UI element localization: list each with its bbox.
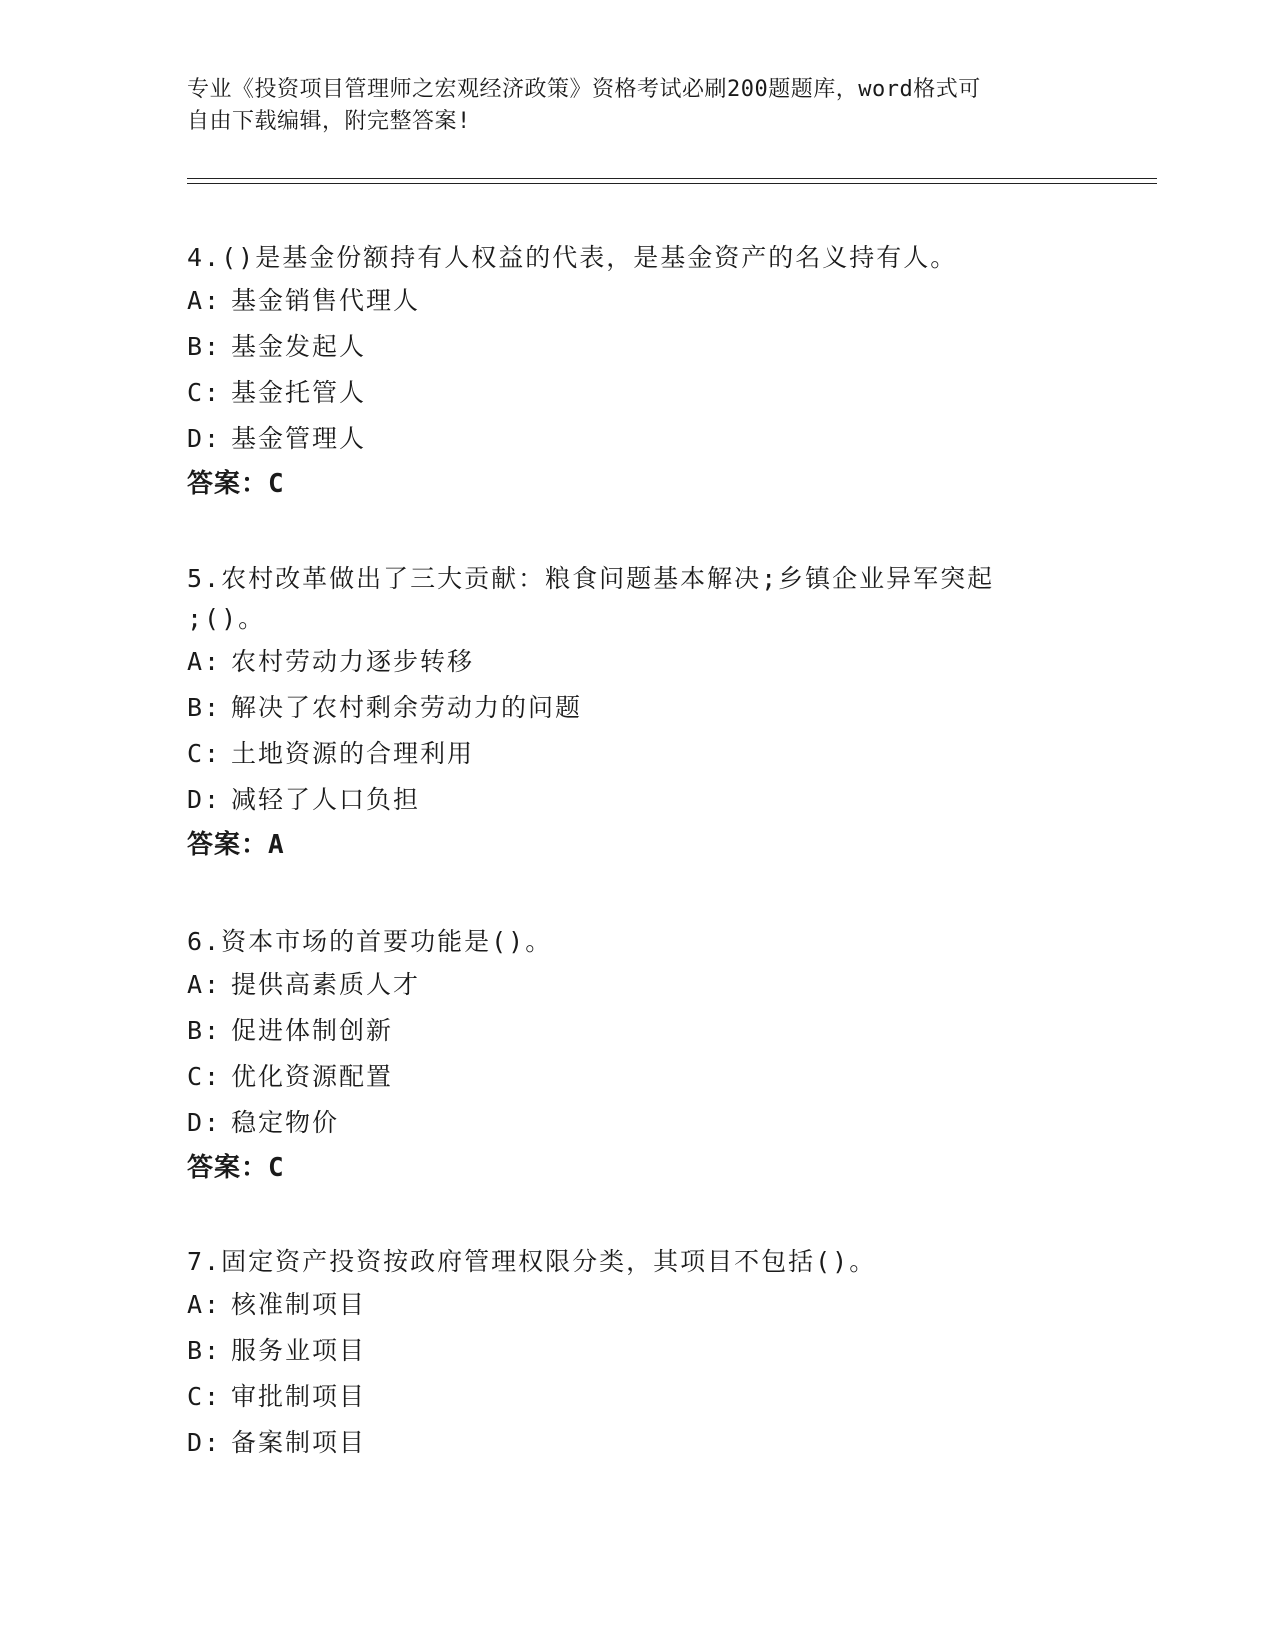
option-key: A: [187, 647, 222, 676]
option-c [187, 1054, 1087, 1100]
option-b [187, 685, 1087, 731]
option-key: C: [187, 739, 222, 768]
option-key: D: [187, 1108, 222, 1137]
option-key: D: [187, 424, 222, 453]
option-b [187, 1328, 1087, 1374]
option-text: 提供高素质人才 [231, 970, 421, 999]
question-5 [187, 559, 1087, 867]
option-key: B: [187, 332, 222, 361]
header-line-2: 自由下载编辑，附完整答案! [187, 109, 471, 134]
question-7 [187, 1242, 1087, 1466]
option-c [187, 731, 1087, 777]
option-text: 解决了农村剩余劳动力的问题 [231, 693, 583, 722]
answer-line [187, 1146, 1087, 1190]
option-text: 基金管理人 [231, 424, 367, 453]
option-text: 服务业项目 [231, 1336, 367, 1365]
option-text: 减轻了人口负担 [231, 785, 421, 814]
option-key: B: [187, 693, 222, 722]
header-line-1: 专业《投资项目管理师之宏观经济政策》资格考试必刷200题题库，word格式可 [187, 77, 981, 102]
option-a [187, 1282, 1087, 1328]
option-key: D: [187, 1428, 222, 1457]
question-stem: 4.()是基金份额持有人权益的代表，是基金资产的名义持有人。 [187, 243, 958, 272]
option-a [187, 962, 1087, 1008]
option-c [187, 1374, 1087, 1420]
option-d [187, 1100, 1087, 1146]
option-text: 土地资源的合理利用 [231, 739, 475, 768]
answer-line [187, 462, 1087, 506]
option-text: 审批制项目 [231, 1382, 367, 1411]
option-c [187, 370, 1087, 416]
option-d [187, 777, 1087, 823]
document-header [187, 74, 1087, 138]
option-d [187, 1420, 1087, 1466]
header-divider-top [187, 178, 1157, 179]
answer-label: 答案： [187, 830, 269, 860]
option-text: 备案制项目 [231, 1428, 367, 1457]
answer-label: 答案： [187, 469, 269, 499]
option-key: A: [187, 286, 222, 315]
option-key: B: [187, 1016, 222, 1045]
question-stem: 7.固定资产投资按政府管理权限分类，其项目不包括()。 [187, 1247, 877, 1276]
option-d [187, 416, 1087, 462]
answer-value: C [268, 469, 284, 499]
option-key: C: [187, 1062, 222, 1091]
question-stem: 5.农村改革做出了三大贡献：粮食问题基本解决;乡镇企业异军突起 [187, 564, 995, 593]
question-stem: 6.资本市场的首要功能是()。 [187, 927, 553, 956]
option-text: 基金发起人 [231, 332, 367, 361]
option-a [187, 639, 1087, 685]
option-text: 促进体制创新 [231, 1016, 394, 1045]
question-6 [187, 922, 1087, 1190]
answer-line [187, 823, 1087, 867]
option-key: A: [187, 970, 222, 999]
option-text: 核准制项目 [231, 1290, 367, 1319]
option-text: 稳定物价 [231, 1108, 340, 1137]
answer-value: C [268, 1153, 284, 1183]
answer-label: 答案： [187, 1153, 269, 1183]
option-b [187, 1008, 1087, 1054]
question-stem-continuation: ;()。 [187, 604, 266, 633]
option-key: B: [187, 1336, 222, 1365]
option-key: C: [187, 1382, 222, 1411]
option-key: C: [187, 378, 222, 407]
header-divider-bottom [187, 183, 1157, 184]
question-4 [187, 238, 1087, 506]
option-text: 基金托管人 [231, 378, 367, 407]
answer-value: A [268, 830, 284, 860]
option-text: 基金销售代理人 [231, 286, 421, 315]
option-key: A: [187, 1290, 222, 1319]
option-text: 农村劳动力逐步转移 [231, 647, 475, 676]
option-key: D: [187, 785, 222, 814]
option-text: 优化资源配置 [231, 1062, 394, 1091]
option-b [187, 324, 1087, 370]
option-a [187, 278, 1087, 324]
